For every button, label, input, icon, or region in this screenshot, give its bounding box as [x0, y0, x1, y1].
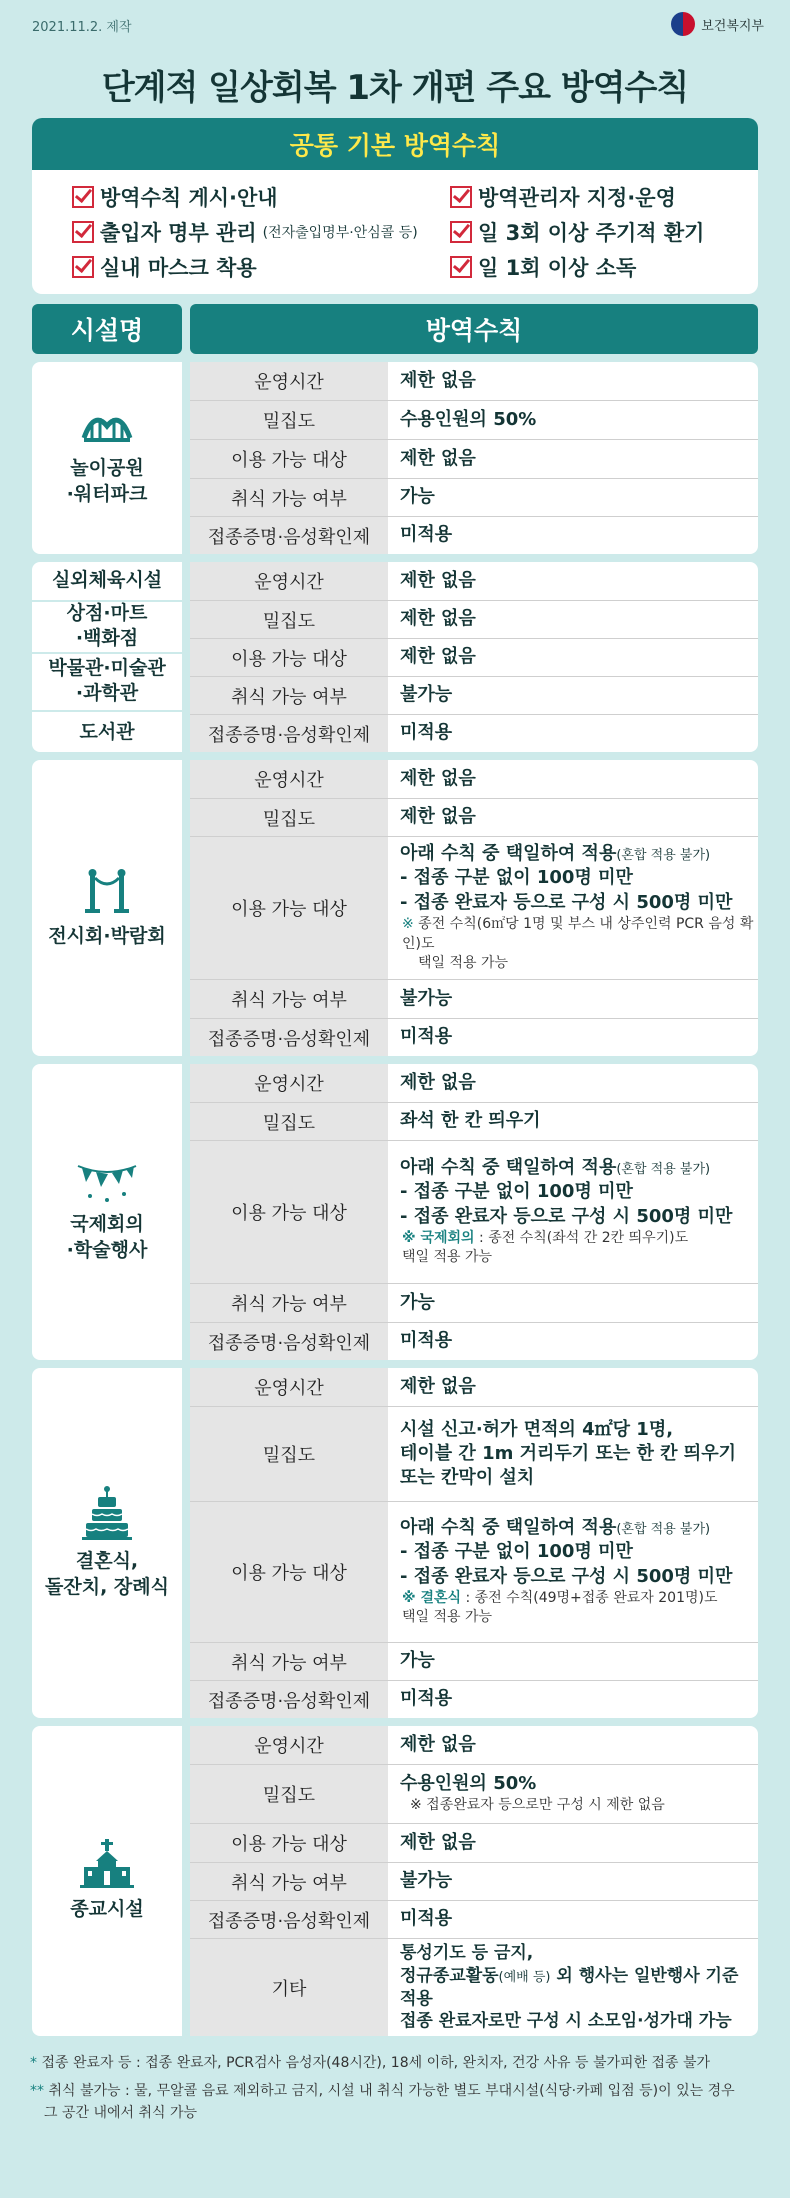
rule-row-other: 기타 통성기도 등 금지, 정규종교활동(예배 등) 외 행사는 일반행사 기준 적용 접종 완료자로만 구성 시 소모임·성가대 가능: [190, 1939, 758, 2036]
church-icon: [80, 1839, 134, 1889]
facility-name: 실외체육시설: [51, 568, 163, 591]
rule-row-density: 밀집도 제한 없음: [190, 799, 758, 836]
rule-row-eating: 취식 가능 여부 가능: [190, 1643, 758, 1680]
wedding-cake-icon: [82, 1485, 132, 1541]
rule-row-target: 이용 가능 대상 제한 없음: [190, 1824, 758, 1862]
section-multi-facility: [32, 562, 758, 752]
rule-row-density: 밀집도 제한 없음: [190, 601, 758, 638]
rules-column-header: 방역수칙: [190, 304, 758, 354]
rule-row-target: 이용 가능 대상 아래 수칙 중 택일하여 적용(혼합 적용 불가) - 접종 구분 없이 100명 미만 - 접종 완료자 등으로 구성 시 500명 미만 ※ 종전 수칙(6㎡당 1명 및 부스 내 상주인력 PCR 음성 확인)도 택일 적용 가능: [190, 837, 758, 979]
common-rule-item: 방역관리자 지정·운영: [450, 182, 676, 212]
footnote: ** 취식 불가능 : 물, 무알콜 음료 제외하고 금지, 시설 내 취식 가능한 별도 부대시설(식당·카페 입점 등)이 있는 경우 그 공간 내에서 취식 가능: [30, 2083, 735, 2122]
rule-row-density: 밀집도 시설 신고·허가 면적의 4㎡당 1명, 테이블 간 1m 거리두기 또는 한 칸 띄우기 또는 칸막이 설치: [190, 1407, 758, 1501]
top-bar: [0, 0, 790, 50]
rule-row-density: 밀집도 수용인원의 50%: [190, 401, 758, 439]
checkbox-icon: [72, 256, 94, 278]
taegeuk-emblem-icon: [671, 12, 695, 36]
rule-row-vaccine: 접종증명·음성확인제 미적용: [190, 1019, 758, 1056]
common-rule-item: 방역수칙 게시·안내: [72, 182, 278, 212]
facility-name: 결혼식, 돌잔치, 장례식: [32, 1368, 182, 1718]
facility-name: 국제회의 ·학술행사: [32, 1064, 182, 1360]
rule-row-hours: 운영시간 제한 없음: [190, 1368, 758, 1406]
common-rules-panel: [32, 118, 758, 294]
creation-date: 2021.11.2. 제작: [32, 20, 132, 35]
facility-name: 종교시설: [32, 1726, 182, 2036]
section-exhibition: [32, 760, 758, 1056]
rule-row-vaccine: 접종증명·음성확인제 미적용: [190, 1901, 758, 1938]
rule-row-hours: 운영시간 제한 없음: [190, 562, 758, 600]
rule-row-eating: 취식 가능 여부 불가능: [190, 1863, 758, 1900]
facility-column-header: 시설명: [32, 304, 182, 354]
rule-row-hours: 운영시간 제한 없음: [190, 760, 758, 798]
rule-row-density: 밀집도 좌석 한 칸 띄우기: [190, 1103, 758, 1140]
rule-row-hours: 운영시간 제한 없음: [190, 362, 758, 400]
facility-name: 도서관: [79, 720, 135, 743]
page-title: 단계적 일상회복 1차 개편 주요 방역수칙: [101, 68, 689, 108]
rule-row-eating: 취식 가능 여부 불가능: [190, 677, 758, 714]
facility-name: 상점·마트 ·백화점: [66, 602, 148, 649]
rule-row-target: 이용 가능 대상 아래 수칙 중 택일하여 적용(혼합 적용 불가) - 접종 구분 없이 100명 미만 - 접종 완료자 등으로 구성 시 500명 미만 ※ 결혼식 : 종전 수칙(49명+접종 완료자 201명)도 택일 적용 가능: [190, 1502, 758, 1642]
rule-row-eating: 취식 가능 여부 가능: [190, 479, 758, 516]
rule-row-hours: 운영시간 제한 없음: [190, 1064, 758, 1102]
rule-row-hours: 운영시간 제한 없음: [190, 1726, 758, 1764]
stanchion-icon: [82, 866, 132, 916]
rule-row-target: 이용 가능 대상 제한 없음: [190, 639, 758, 676]
rule-row-vaccine: 접종증명·음성확인제 미적용: [190, 517, 758, 554]
ministry-logo: [671, 12, 764, 36]
rule-row-eating: 취식 가능 여부 가능: [190, 1284, 758, 1322]
ministry-name: 보건복지부: [701, 18, 764, 34]
common-rules-title: 공통 기본 방역수칙: [32, 118, 758, 170]
facility-name: 전시회·박람회: [32, 760, 182, 1056]
rule-row-target: 이용 가능 대상 제한 없음: [190, 440, 758, 478]
rule-row-eating: 취식 가능 여부 불가능: [190, 980, 758, 1018]
footnote: * 접종 완료자 등 : 접종 완료자, PCR검사 음성자(48시간), 18세 이하, 완치자, 건강 사유 등 불가피한 접종 불가: [30, 2055, 711, 2071]
checkbox-icon: [72, 186, 94, 208]
section-amusement-park: [32, 362, 758, 554]
rule-row-vaccine: 접종증명·음성확인제 미적용: [190, 1323, 758, 1360]
checkbox-icon: [450, 256, 472, 278]
rule-row-target: 이용 가능 대상 아래 수칙 중 택일하여 적용(혼합 적용 불가) - 접종 구분 없이 100명 미만 - 접종 완료자 등으로 구성 시 500명 미만 ※ 국제회의 : 종전 수칙(좌석 간 2칸 띄우기)도 택일 적용 가능: [190, 1141, 758, 1283]
rule-row-vaccine: 접종증명·음성확인제 미적용: [190, 715, 758, 752]
common-rule-item: 일 1회 이상 소독: [450, 252, 636, 282]
checkbox-icon: [450, 186, 472, 208]
common-rule-item: 실내 마스크 착용: [72, 252, 257, 282]
checkbox-icon: [450, 221, 472, 243]
facility-name: 박물관·미술관 ·과학관: [48, 657, 166, 704]
common-rule-item: 출입자 명부 관리 (전자출입명부·안심콜 등): [72, 217, 418, 247]
rule-row-density: 밀집도 수용인원의 50% ※ 접종완료자 등으로만 구성 시 제한 없음: [190, 1765, 758, 1823]
checkbox-icon: [72, 221, 94, 243]
bunting-icon: [76, 1160, 138, 1204]
section-religious: [32, 1726, 758, 2036]
common-rule-item: 일 3회 이상 주기적 환기: [450, 217, 704, 247]
facility-name: 놀이공원 ·워터파크: [32, 362, 182, 554]
roller-coaster-icon: [80, 408, 134, 448]
section-wedding: [32, 1368, 758, 1718]
rule-row-vaccine: 접종증명·음성확인제 미적용: [190, 1681, 758, 1718]
section-conference: [32, 1064, 758, 1360]
